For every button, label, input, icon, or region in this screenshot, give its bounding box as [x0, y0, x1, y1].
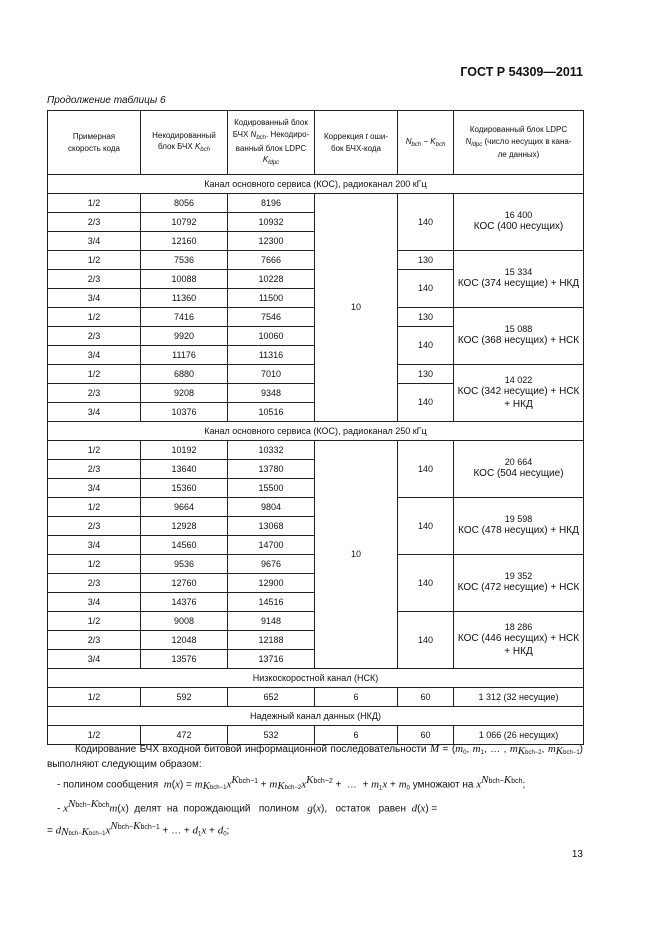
diff-value: 140 [398, 270, 454, 308]
nbch-value: 532 [228, 726, 315, 745]
code-rate: 1/2 [48, 688, 141, 707]
table-row [48, 441, 584, 460]
kbch-value: 472 [141, 726, 228, 745]
nbch-value: 7666 [228, 251, 315, 270]
code-rate: 2/3 [48, 270, 141, 289]
ldpc-block-desc: КОС (446 несущих) + НСК + НКД [457, 633, 580, 657]
nbch-value: 9676 [228, 555, 315, 574]
col-header-rate: Примерная скорость кода [48, 111, 141, 175]
kbch-value: 8056 [141, 194, 228, 213]
code-rate: 3/4 [48, 346, 141, 365]
nbch-value: 14700 [228, 536, 315, 555]
kbch-value: 10376 [141, 403, 228, 422]
diff-value: 130 [398, 251, 454, 270]
ldpc-block-size: 15 088 [504, 324, 533, 335]
nbch-value: 9348 [228, 384, 315, 403]
section-title: Надежный канал данных (НКД) [48, 707, 584, 726]
code-rate: 3/4 [48, 232, 141, 251]
ldpc-block-cell: 1 066 (26 несущих) [454, 726, 584, 745]
ldpc-block-desc: КОС (472 несущие) + НСК [457, 582, 580, 594]
code-rate: 1/2 [48, 194, 141, 213]
kbch-value: 13576 [141, 650, 228, 669]
section-header-row [48, 669, 584, 688]
col-header-correction: Коррекция t оши- бок БЧХ-кода [315, 111, 398, 175]
col-header-nbch: Кодированный блок БЧХ $N_{bch}$. Некодиро- ванный блок LDPC $K_{ldpc}$ [228, 111, 315, 175]
code-rate: 2/3 [48, 517, 141, 536]
ldpc-block-size: 18 286 [504, 621, 533, 632]
kbch-value: 9664 [141, 498, 228, 517]
nbch-value: 10332 [228, 441, 315, 460]
kbch-value: 9536 [141, 555, 228, 574]
diff-value: 140 [398, 194, 454, 251]
ldpc-block-cell [454, 251, 584, 308]
kbch-value: 10192 [141, 441, 228, 460]
nbch-value: 9804 [228, 498, 315, 517]
kbch-value: 11360 [141, 289, 228, 308]
kbch-value: 14560 [141, 536, 228, 555]
code-rate: 3/4 [48, 289, 141, 308]
nbch-value: 10228 [228, 270, 315, 289]
ldpc-block-desc: КОС (374 несущие) + НКД [457, 278, 580, 290]
kbch-value: 13640 [141, 460, 228, 479]
ldpc-block-desc: КОС (400 несущих) [473, 221, 564, 233]
kbch-value: 9008 [141, 612, 228, 631]
diff-value: 60 [398, 688, 454, 707]
code-rate: 1/2 [48, 612, 141, 631]
nbch-value: 15500 [228, 479, 315, 498]
nbch-value: 10932 [228, 213, 315, 232]
kbch-value: 9208 [141, 384, 228, 403]
diff-value: 140 [398, 498, 454, 555]
code-rate: 1/2 [48, 498, 141, 517]
ldpc-block-cell [454, 308, 584, 365]
table-row [48, 688, 584, 707]
nbch-value: 652 [228, 688, 315, 707]
correction-value: 10 [315, 194, 398, 422]
ldpc-block-size: 16 400 [504, 210, 533, 221]
code-rate: 3/4 [48, 536, 141, 555]
kbch-value: 10088 [141, 270, 228, 289]
diff-value: 130 [398, 365, 454, 384]
section-header-row [48, 707, 584, 726]
diff-value: 140 [398, 555, 454, 612]
ldpc-block-desc: КОС (342 несущие) + НСК + НКД [457, 386, 580, 410]
col-header-nldpc: Кодированный блок LDPC $N_{ldpc}$ (число несущих в кана- ле данных) [454, 111, 584, 175]
code-rate: 1/2 [48, 726, 141, 745]
kbch-value: 7536 [141, 251, 228, 270]
document-header: ГОСТ Р 54309—2011 [460, 65, 583, 79]
correction-value: 6 [315, 688, 398, 707]
code-rate: 1/2 [48, 308, 141, 327]
code-rate: 2/3 [48, 213, 141, 232]
code-rate: 1/2 [48, 441, 141, 460]
diff-value: 140 [398, 612, 454, 669]
ldpc-block-cell [454, 498, 584, 555]
paragraph-bch-intro: Кодирование БЧХ входной битовой информационной последовательности $M = (m_0$, $m_1$, … , $m_{Kbch-2}$, $m_{Kbch-1}$) выполняют следующим образом: - полином сообщения $m(x) = m_{Kbch-1}x^{Kbch-1} + m_{Kbch-2}x^{Kbch-2}$ + … + $m_1x + m_0$ умножают на $x^{Nbch-Kbch}$; - $x^{Nbch-Kbch}m(x)$ делят на порождающий полином g(x), остаток равен d(x) = = $d_{Nbch-Kbch-1}x^{Nbch-Kbch-1}$ + … + $d_1x + d_0$; [47, 743, 583, 838]
kbch-value: 15360 [141, 479, 228, 498]
nbch-value: 8196 [228, 194, 315, 213]
page-number: 13 [571, 849, 583, 860]
ldpc-block-cell [454, 365, 584, 422]
ldpc-block-cell: 1 312 (32 несущие) [454, 688, 584, 707]
ldpc-block-cell [454, 555, 584, 612]
ldpc-block-cell [454, 194, 584, 251]
diff-value: 140 [398, 441, 454, 498]
kbch-value: 9920 [141, 327, 228, 346]
table-row [48, 726, 584, 745]
nbch-value: 12300 [228, 232, 315, 251]
ldpc-block-size: 19 352 [504, 571, 533, 582]
section-title: Канал основного сервиса (КОС), радиоканал 250 кГц [48, 422, 584, 441]
kbch-value: 11176 [141, 346, 228, 365]
code-rate: 3/4 [48, 593, 141, 612]
ldpc-block-size: 14 022 [504, 374, 533, 385]
code-rate: 2/3 [48, 327, 141, 346]
nbch-value: 13780 [228, 460, 315, 479]
col-header-diff: $N_{bch} - K_{bch}$ [398, 111, 454, 175]
nbch-value: 11316 [228, 346, 315, 365]
nbch-value: 10516 [228, 403, 315, 422]
kbch-value: 12928 [141, 517, 228, 536]
table-continuation-label: Продолжение таблицы 6 [47, 95, 166, 106]
kbch-value: 14376 [141, 593, 228, 612]
code-rate: 2/3 [48, 574, 141, 593]
kbch-value: 12048 [141, 631, 228, 650]
section-header-row [48, 422, 584, 441]
code-rate: 2/3 [48, 631, 141, 650]
nbch-value: 9148 [228, 612, 315, 631]
nbch-value: 14516 [228, 593, 315, 612]
nbch-value: 10060 [228, 327, 315, 346]
kbch-value: 7416 [141, 308, 228, 327]
code-rate: 3/4 [48, 403, 141, 422]
code-parameters-table [47, 110, 584, 745]
nbch-value: 7546 [228, 308, 315, 327]
kbch-value: 10792 [141, 213, 228, 232]
nbch-value: 11500 [228, 289, 315, 308]
ldpc-block-size: 19 598 [504, 514, 533, 525]
section-header-row [48, 175, 584, 194]
code-rate: 1/2 [48, 251, 141, 270]
code-rate: 1/2 [48, 365, 141, 384]
code-rate: 1/2 [48, 555, 141, 574]
col-header-kbch: Некодированный блок БЧХ $K_{bch}$ [141, 111, 228, 175]
code-rate: 3/4 [48, 479, 141, 498]
table-row [48, 194, 584, 213]
diff-value: 140 [398, 384, 454, 422]
ldpc-block-size: 15 334 [504, 267, 533, 278]
ldpc-block-size: 20 664 [504, 457, 533, 468]
ldpc-block-cell [454, 612, 584, 669]
code-rate: 3/4 [48, 650, 141, 669]
code-rate: 2/3 [48, 384, 141, 403]
diff-value: 140 [398, 327, 454, 365]
diff-value: 130 [398, 308, 454, 327]
nbch-value: 13068 [228, 517, 315, 536]
correction-value: 6 [315, 726, 398, 745]
section-title: Канал основного сервиса (КОС), радиоканал 200 кГц [48, 175, 584, 194]
nbch-value: 12900 [228, 574, 315, 593]
kbch-value: 12160 [141, 232, 228, 251]
ldpc-block-desc: КОС (478 несущих) + НКД [458, 525, 579, 537]
ldpc-block-desc: КОС (368 несущих) + НСК [457, 335, 580, 347]
kbch-value: 6880 [141, 365, 228, 384]
kbch-value: 592 [141, 688, 228, 707]
ldpc-block-desc: КОС (504 несущие) [473, 468, 564, 480]
code-rate: 2/3 [48, 460, 141, 479]
section-title: Низкоскоростной канал (НСК) [48, 669, 584, 688]
correction-value: 10 [315, 441, 398, 669]
kbch-value: 12760 [141, 574, 228, 593]
nbch-value: 7010 [228, 365, 315, 384]
ldpc-block-cell [454, 441, 584, 498]
nbch-value: 13716 [228, 650, 315, 669]
nbch-value: 12188 [228, 631, 315, 650]
diff-value: 60 [398, 726, 454, 745]
